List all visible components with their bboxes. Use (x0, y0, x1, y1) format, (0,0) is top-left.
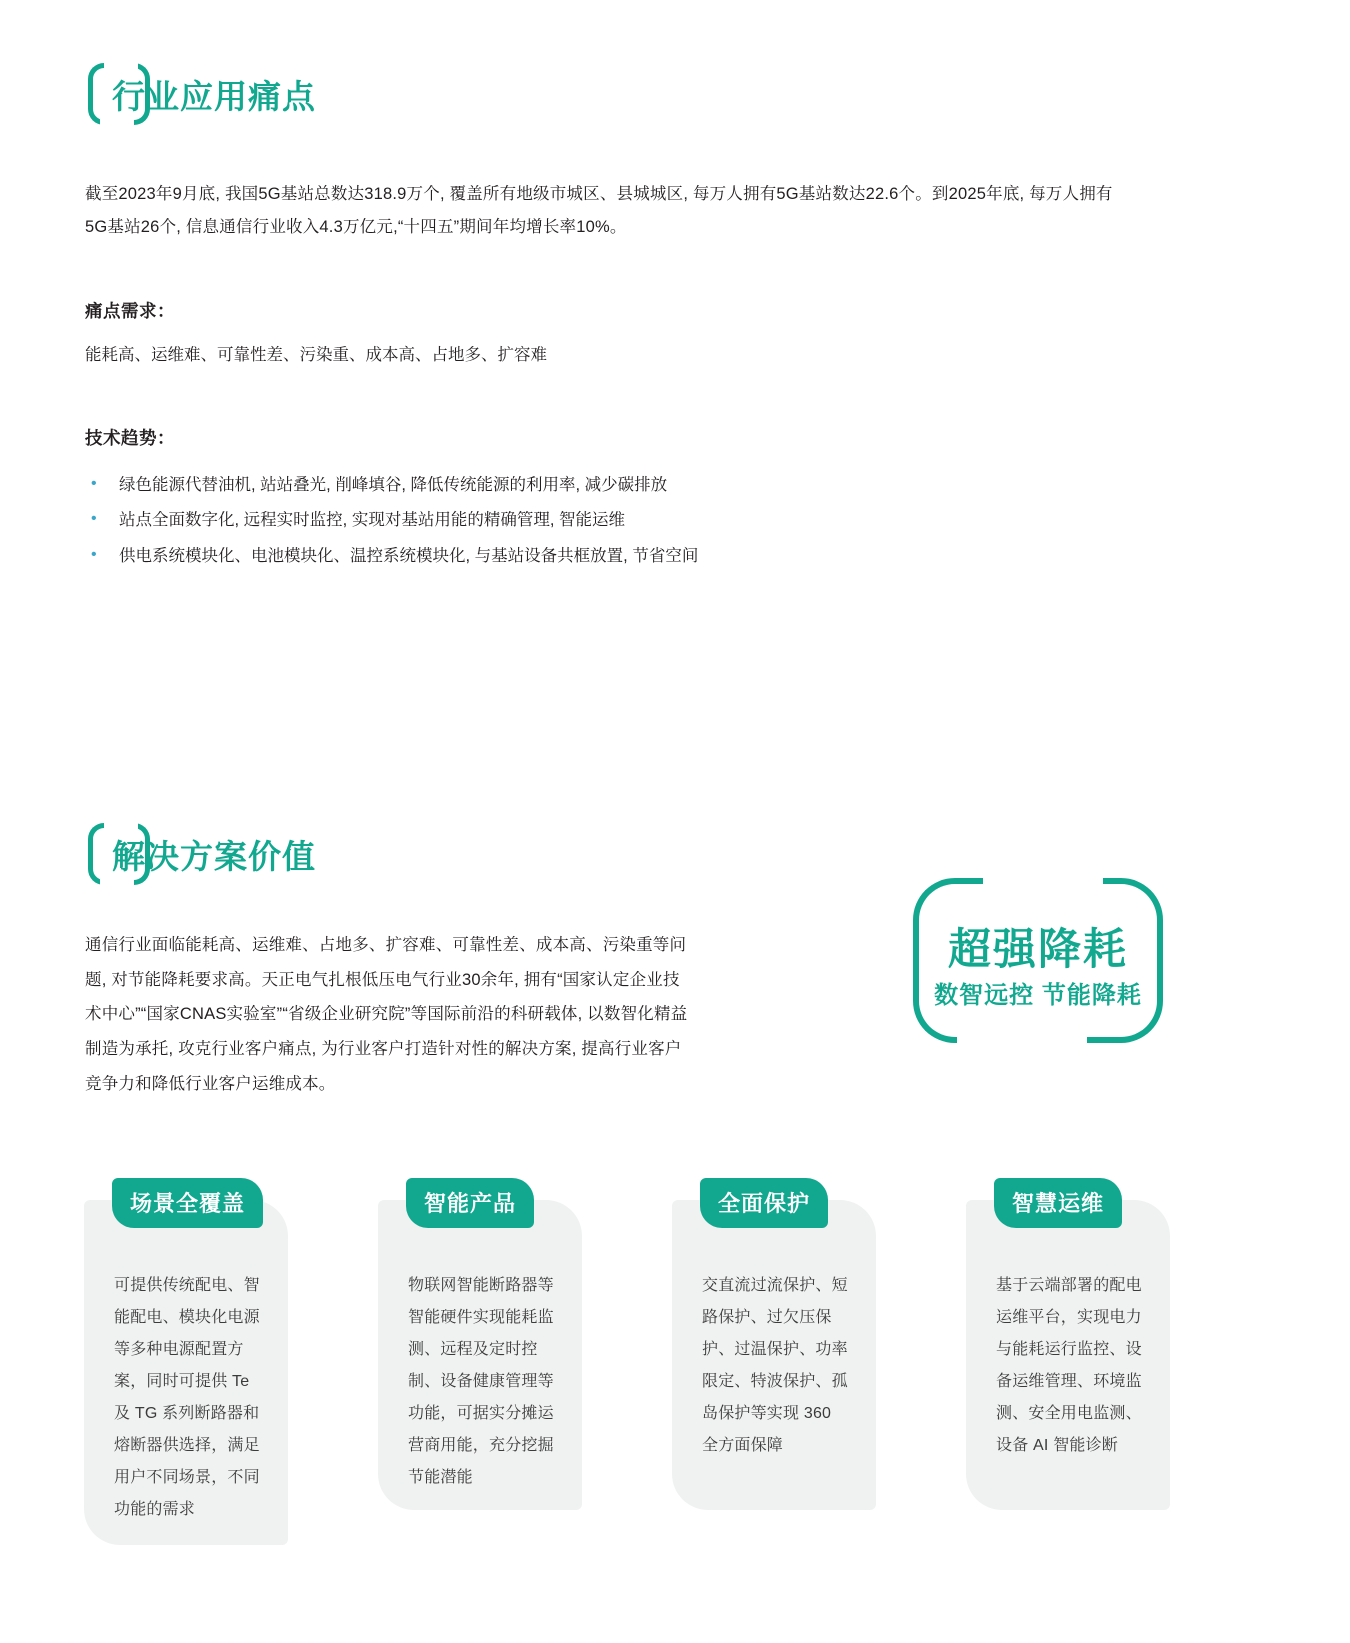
pain-points-intro-paragraph: 截至2023年9月底, 我国5G基站总数达318.9万个, 覆盖所有地级市城区、县城城区, 每万人拥有5G基站数达22.6个。到2025年底, 每万人拥有5G基站26个, 信息通信行业收入4.3万亿元,“十四五”期间年均增长率10%。 (85, 185, 1113, 236)
feature-card-smart-products (378, 1191, 582, 1510)
feature-card-body: 可提供传统配电、智能配电、模块化电源等多种电源配置方案，同时可提供 Te 及 TG 系列断路器和熔断器供选择，满足用户不同场景，不同功能的需求 (114, 1277, 260, 1518)
list-item: • 供电系统模块化、电池模块化、温控系统模块化, 与基站设备共框放置, 节省空间 (85, 539, 1085, 574)
page-title-solution-value: 解决方案价值 (112, 837, 316, 875)
trend-heading: 技术趋势： (85, 428, 175, 448)
feature-card-smart-ops (966, 1191, 1170, 1510)
trend-list (85, 468, 1085, 574)
highlight-badge (913, 878, 1163, 1043)
feature-card-body: 基于云端部署的配电运维平台，实现电力与能耗运行监控、设备运维管理、环境监测、安全用电监测、设备 AI 智能诊断 (996, 1277, 1142, 1454)
solution-value-paragraph: 通信行业面临能耗高、运维难、占地多、扩容难、可靠性差、成本高、污染重等问题, 对节能降耗要求高。天正电气扎根低压电气行业30余年, 拥有“国家认定企业技术中心”“国家CNAS实验室”“省级企业研究院”等国际前沿的科研载体, 以数智化精益制造为承托, 攻克行业客户痛点, 为行业客户打造针对性的解决方案, 提高行业客户竞争力和降低行业客户运维成本。 (85, 936, 688, 1093)
section-heading-pain-points (88, 63, 316, 125)
feature-card-scene-coverage (84, 1191, 288, 1545)
feature-card-body: 交直流过流保护、短路保护、过欠压保护、过温保护、功率限定、特波保护、孤岛保护等实现 360 全方面保障 (702, 1277, 848, 1454)
feature-card-list (84, 1178, 1264, 1578)
feature-card-tab: 场景全覆盖 (112, 1178, 263, 1228)
page-title-pain-points: 行业应用痛点 (112, 77, 316, 115)
demand-text: 能耗高、运维难、可靠性差、污染重、成本高、占地多、扩容难 (85, 346, 547, 364)
badge-bracket-gap-bottom (957, 1035, 1087, 1051)
badge-title: 超强降耗 (948, 926, 1128, 974)
feature-card-tab: 智慧运维 (994, 1178, 1122, 1228)
badge-bracket-gap-top (983, 870, 1103, 886)
list-item: • 站点全面数字化, 远程实时监控, 实现对基站用能的精确管理, 智能运维 (85, 503, 1085, 538)
feature-card-full-protection (672, 1191, 876, 1510)
feature-card-body: 物联网智能断路器等智能硬件实现能耗监测、远程及定时控制、设备健康管理等功能，可据实分摊运营商用能，充分挖掘节能潜能 (408, 1277, 554, 1486)
feature-card-tab: 智能产品 (406, 1178, 534, 1228)
section-heading-solution-value (88, 823, 316, 885)
feature-card-tab: 全面保护 (700, 1178, 828, 1228)
badge-subtitle: 数智远控 节能降耗 (934, 982, 1142, 1009)
demand-heading: 痛点需求： (85, 301, 175, 321)
list-item: • 绿色能源代替油机, 站站叠光, 削峰填谷, 降低传统能源的利用率, 减少碳排放 (85, 468, 1085, 503)
